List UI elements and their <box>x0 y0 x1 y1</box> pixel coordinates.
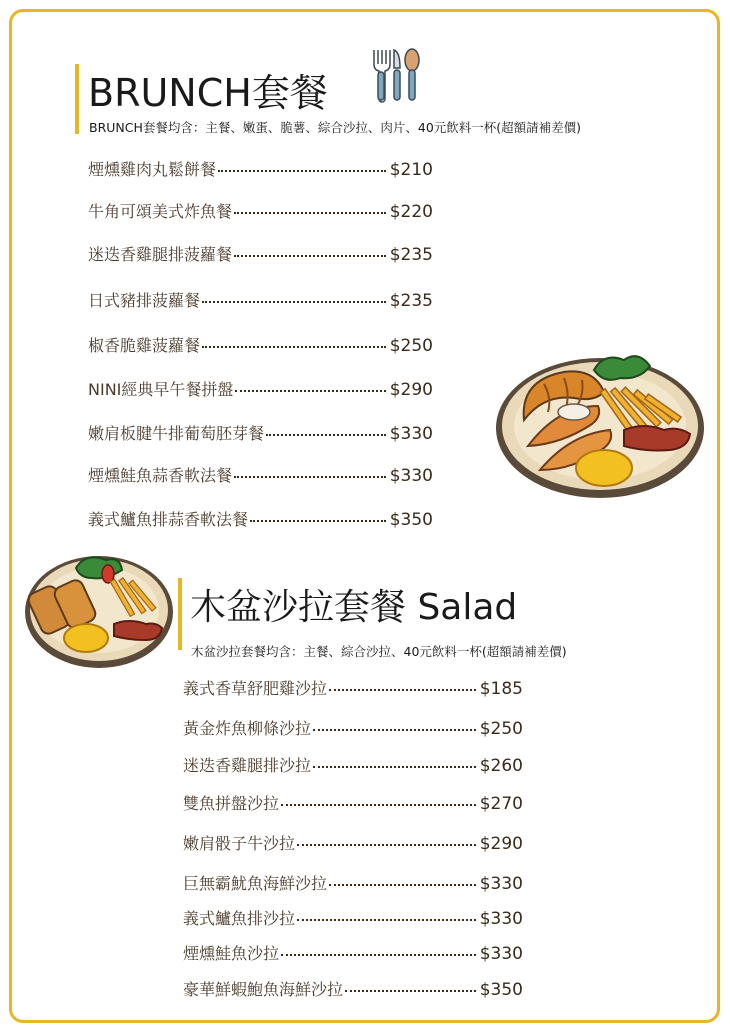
dot-leader <box>266 434 386 436</box>
menu-item-name: 義式鱸魚排沙拉 <box>183 909 296 928</box>
menu-item-name: 巨無霸魷魚海鮮沙拉 <box>183 874 328 893</box>
menu-item-name: 義式鱸魚排蒜香軟法餐 <box>88 510 249 529</box>
salad-title: 木盆沙拉套餐 Salad <box>190 587 518 628</box>
menu-item-price: $220 <box>389 202 433 222</box>
salad-menu-item <box>183 676 523 699</box>
brunch-menu-item <box>88 507 433 530</box>
menu-item-price: $330 <box>479 944 523 964</box>
menu-item-price: $330 <box>479 874 523 894</box>
salad-menu-item <box>183 941 523 964</box>
brunch-menu-item <box>88 157 433 180</box>
brunch-menu-item <box>88 333 433 356</box>
menu-item-price: $350 <box>479 980 523 1000</box>
menu-item-name: 雙魚拼盤沙拉 <box>183 794 280 813</box>
dot-leader <box>202 346 386 348</box>
dot-leader <box>313 729 476 731</box>
menu-item-price: $210 <box>389 160 433 180</box>
dot-leader <box>218 170 386 172</box>
menu-item-price: $330 <box>479 909 523 929</box>
menu-item-name: NINI經典早午餐拼盤 <box>88 380 234 399</box>
menu-item-price: $250 <box>479 719 523 739</box>
menu-item-name: 煙燻鮭魚蒜香軟法餐 <box>88 466 233 485</box>
dot-leader <box>235 390 385 392</box>
brunch-menu-item <box>88 199 433 222</box>
salad-menu-item <box>183 906 523 929</box>
dot-leader <box>250 520 386 522</box>
salad-note: 木盆沙拉套餐均含：主餐、綜合沙拉、40元飲料一杯(超額請補差價) <box>191 644 567 659</box>
menu-item-name: 嫩肩骰子牛沙拉 <box>183 834 296 853</box>
menu-item-price: $185 <box>479 679 523 699</box>
menu-item-name: 黃金炸魚柳條沙拉 <box>183 719 312 738</box>
cutlery-icon <box>368 46 422 104</box>
menu-item-price: $290 <box>389 380 433 400</box>
dot-leader <box>345 990 476 992</box>
dot-leader <box>313 766 476 768</box>
brunch-menu-item <box>88 242 433 265</box>
dot-leader <box>281 804 476 806</box>
brunch-menu-item <box>88 288 433 311</box>
dot-leader <box>234 476 386 478</box>
dot-leader <box>281 954 476 956</box>
salad-accent-bar <box>178 578 182 650</box>
brunch-plate-illustration <box>494 350 706 500</box>
dot-leader <box>297 919 476 921</box>
dot-leader <box>297 844 476 846</box>
menu-item-name: 迷迭香雞腿排沙拉 <box>183 756 312 775</box>
brunch-menu-item <box>88 421 433 444</box>
menu-item-name: 煙燻鮭魚沙拉 <box>183 944 280 963</box>
menu-item-name: 牛角可頌美式炸魚餐 <box>88 202 233 221</box>
brunch-accent-bar <box>75 64 79 134</box>
menu-item-price: $330 <box>389 466 433 486</box>
menu-item-name: 嫩肩板腱牛排葡萄胚芽餐 <box>88 424 265 443</box>
brunch-menu-item <box>88 377 433 400</box>
brunch-note: BRUNCH套餐均含：主餐、嫩蛋、脆薯、綜合沙拉、肉片、40元飲料一杯(超額請補差價) <box>89 120 582 135</box>
menu-item-name: 義式香草舒肥雞沙拉 <box>183 679 328 698</box>
menu-item-price: $350 <box>389 510 433 530</box>
salad-menu-item <box>183 716 523 739</box>
dot-leader <box>329 689 476 691</box>
dot-leader <box>202 301 386 303</box>
salad-menu-item <box>183 753 523 776</box>
dot-leader <box>234 212 386 214</box>
salad-menu-item <box>183 831 523 854</box>
brunch-title: BRUNCH套餐 <box>88 71 328 115</box>
menu-item-name: 豪華鮮蝦鮑魚海鮮沙拉 <box>183 980 344 999</box>
menu-item-price: $235 <box>389 245 433 265</box>
salad-plate-illustration <box>24 548 174 670</box>
menu-item-price: $250 <box>389 336 433 356</box>
salad-menu-item <box>183 977 523 1000</box>
menu-item-price: $290 <box>479 834 523 854</box>
menu-item-name: 煙燻雞肉丸鬆餅餐 <box>88 160 217 179</box>
salad-menu-item <box>183 871 523 894</box>
salad-menu-item <box>183 791 523 814</box>
dot-leader <box>234 255 386 257</box>
menu-item-name: 椒香脆雞菠蘿餐 <box>88 336 201 355</box>
menu-item-name: 迷迭香雞腿排菠蘿餐 <box>88 245 233 264</box>
menu-item-price: $260 <box>479 756 523 776</box>
menu-item-price: $330 <box>389 424 433 444</box>
menu-item-name: 日式豬排菠蘿餐 <box>88 291 201 310</box>
dot-leader <box>329 884 476 886</box>
menu-item-price: $235 <box>389 291 433 311</box>
menu-item-price: $270 <box>479 794 523 814</box>
brunch-menu-item <box>88 463 433 486</box>
